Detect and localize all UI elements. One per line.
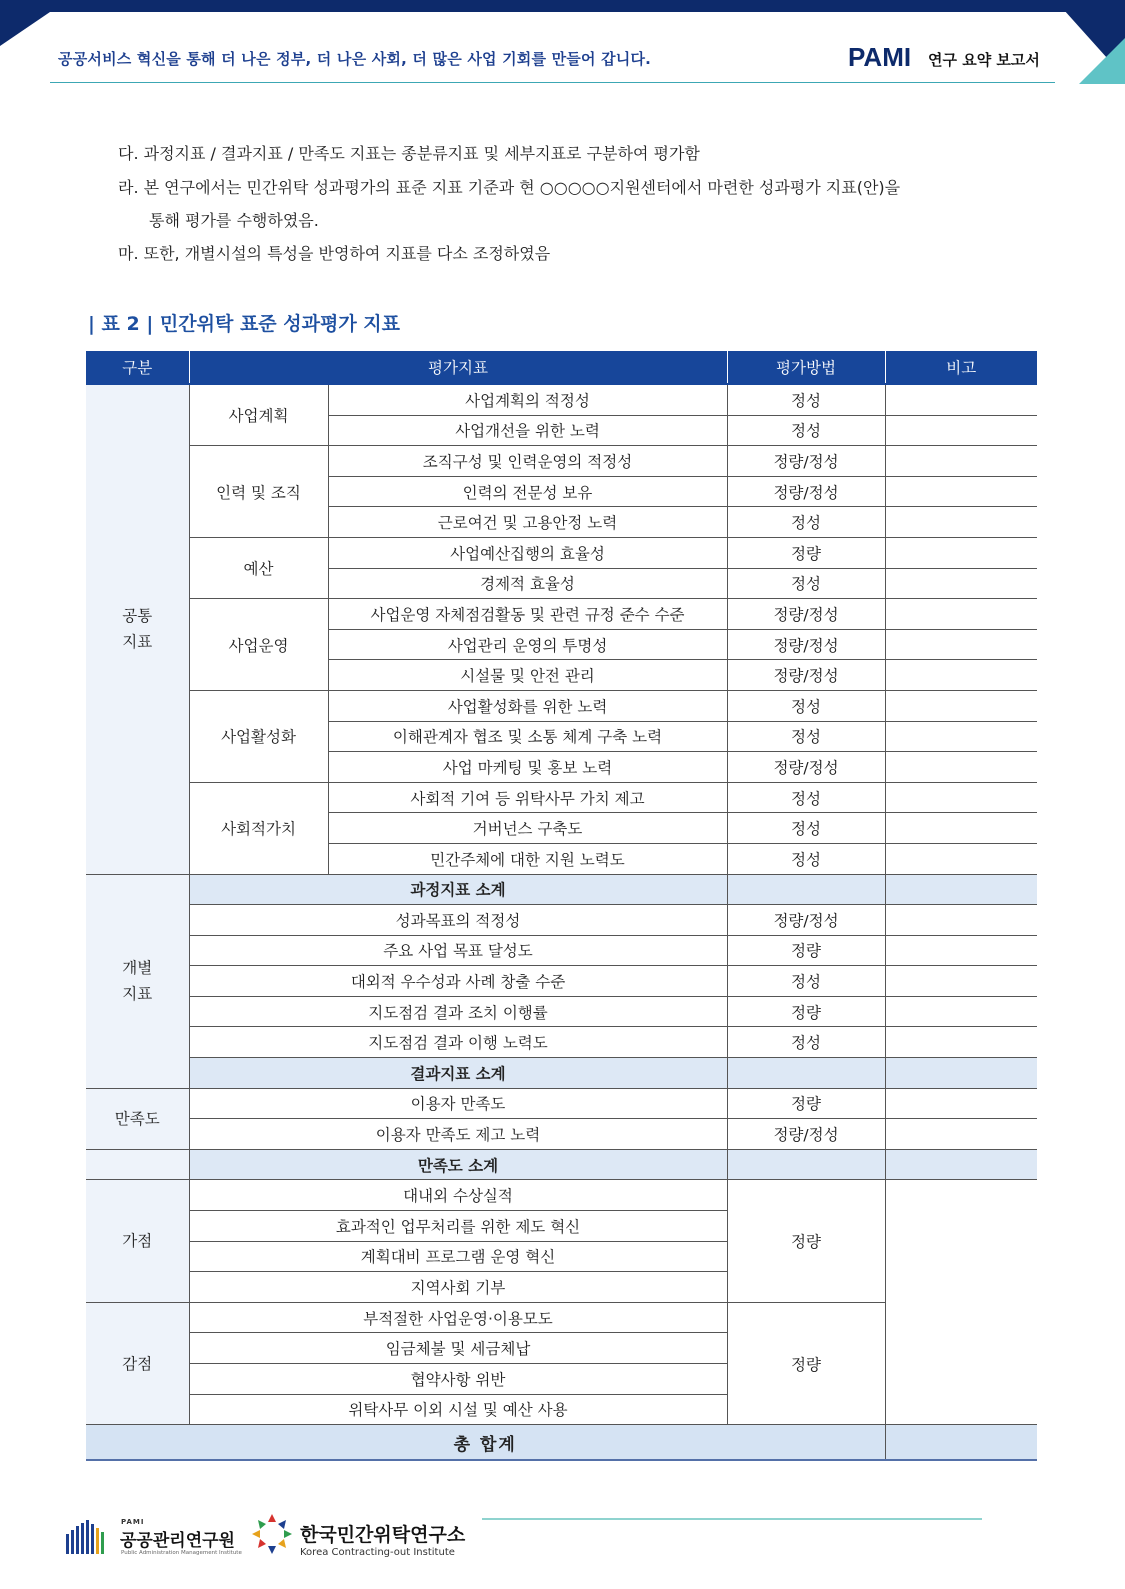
indicator-cell: 근로여건 및 고용안정 노력 <box>328 507 727 538</box>
subtotal-method-cell <box>727 1149 885 1180</box>
note-cell <box>885 966 1037 997</box>
indicator-cell: 지도점검 결과 이행 노력도 <box>189 1027 727 1058</box>
category-satisfaction-blank <box>86 1149 189 1180</box>
grand-total-note <box>885 1425 1037 1461</box>
subtotal-note-cell <box>885 874 1037 905</box>
table-row <box>86 1180 1037 1211</box>
paragraph-da: 다. 과정지표 / 결과지표 / 만족도 지표는 종분류지표 및 세부지표로 구분하여 평가함 <box>118 144 700 163</box>
footer-divider <box>482 1518 982 1520</box>
method-cell: 정량 <box>727 996 885 1027</box>
kci-logo-icon <box>250 1512 294 1556</box>
subtotal-method-cell <box>727 1058 885 1089</box>
table-row <box>86 1425 1037 1461</box>
indicator-cell: 이용자 만족도 <box>189 1088 727 1119</box>
method-cell: 정성 <box>727 813 885 844</box>
note-cell <box>885 905 1037 936</box>
pami-logo-icon <box>66 1520 106 1554</box>
subgroup-cell: 예산 <box>189 537 328 598</box>
standard-indicator-table <box>86 351 1037 1461</box>
method-cell: 정량/정성 <box>727 599 885 630</box>
note-cell <box>885 1180 1037 1425</box>
note-cell <box>885 843 1037 874</box>
indicator-cell: 협약사항 위반 <box>189 1364 727 1395</box>
method-cell: 정량/정성 <box>727 752 885 783</box>
indicator-cell: 사업예산집행의 효율성 <box>328 537 727 568</box>
note-cell <box>885 476 1037 507</box>
subgroup-cell: 사회적가치 <box>189 782 328 874</box>
method-cell: 정량/정성 <box>727 446 885 477</box>
note-cell <box>885 415 1037 446</box>
method-cell: 정량 <box>727 1302 885 1424</box>
method-cell: 정성 <box>727 507 885 538</box>
indicator-cell: 사업계획의 적정성 <box>328 384 727 415</box>
method-cell: 정량 <box>727 1088 885 1119</box>
subgroup-cell: 사업활성화 <box>189 690 328 782</box>
table-row <box>86 690 1037 721</box>
col-header-method: 평가방법 <box>727 351 885 384</box>
indicator-cell: 계획대비 프로그램 운영 혁신 <box>189 1241 727 1272</box>
note-cell <box>885 568 1037 599</box>
indicator-cell: 이해관계자 협조 및 소통 체계 구축 노력 <box>328 721 727 752</box>
method-cell: 정성 <box>727 966 885 997</box>
subgroup-cell: 사업운영 <box>189 599 328 691</box>
table-row <box>86 1119 1037 1150</box>
method-cell: 정성 <box>727 1027 885 1058</box>
category-label: 개별 지표 <box>122 959 153 1004</box>
indicator-cell: 사업개선을 위한 노력 <box>328 415 727 446</box>
top-bar <box>0 0 1125 12</box>
subtotal-method-cell <box>727 874 885 905</box>
indicator-cell: 거버넌스 구축도 <box>328 813 727 844</box>
category-satisfaction: 만족도 <box>86 1088 189 1149</box>
indicator-cell: 사업관리 운영의 투명성 <box>328 629 727 660</box>
table-row <box>86 905 1037 936</box>
method-cell: 정성 <box>727 568 885 599</box>
note-cell <box>885 782 1037 813</box>
table-title: | 표 2 | 민간위탁 표준 성과평가 지표 <box>88 313 401 335</box>
indicator-cell: 임금체불 및 세금체납 <box>189 1333 727 1364</box>
indicator-cell: 주요 사업 목표 달성도 <box>189 935 727 966</box>
paragraph-ra: 라. 본 연구에서는 민간위탁 성과평가의 표준 지표 기준과 현 ○○○○○지원센터에서 마련한 성과평가 지표(안)을 <box>118 178 901 197</box>
logo2-name: 한국민간위탁연구소 <box>300 1524 466 1546</box>
note-cell <box>885 507 1037 538</box>
note-cell <box>885 446 1037 477</box>
process-subtotal: 과정지표 소계 <box>189 874 727 905</box>
table-row <box>86 1149 1037 1180</box>
method-cell: 정량 <box>727 935 885 966</box>
table-row <box>86 537 1037 568</box>
top-left-accent <box>0 12 50 46</box>
indicator-cell: 사업활성화를 위한 노력 <box>328 690 727 721</box>
logo1-small-label: PAMI <box>121 1518 145 1526</box>
indicator-cell: 효과적인 업무처리를 위한 제도 혁신 <box>189 1211 727 1242</box>
indicator-cell: 경제적 효율성 <box>328 568 727 599</box>
indicator-cell: 부적절한 사업운영·이용모도 <box>189 1302 727 1333</box>
paragraph-ma: 마. 또한, 개별시설의 특성을 반영하여 지표를 다소 조정하였음 <box>118 244 551 263</box>
note-cell <box>885 721 1037 752</box>
header-divider <box>50 82 1055 83</box>
note-cell <box>885 935 1037 966</box>
subtotal-note-cell <box>885 1149 1037 1180</box>
method-cell: 정량/정성 <box>727 660 885 691</box>
table-row <box>86 1027 1037 1058</box>
method-cell: 정성 <box>727 843 885 874</box>
indicator-cell: 조직구성 및 인력운영의 적정성 <box>328 446 727 477</box>
note-cell <box>885 752 1037 783</box>
note-cell <box>885 537 1037 568</box>
category-individual <box>86 874 189 1088</box>
note-cell <box>885 384 1037 415</box>
category-common <box>86 384 189 874</box>
indicator-cell: 대외적 우수성과 사례 창출 수준 <box>189 966 727 997</box>
note-cell <box>885 629 1037 660</box>
note-cell <box>885 1119 1037 1150</box>
result-subtotal: 결과지표 소계 <box>189 1058 727 1089</box>
table-row <box>86 966 1037 997</box>
category-bonus: 가점 <box>86 1180 189 1302</box>
subtotal-note-cell <box>885 1058 1037 1089</box>
indicator-cell: 지역사회 기부 <box>189 1272 727 1303</box>
col-header-category: 구분 <box>86 351 189 384</box>
header-brand: PAMI <box>848 42 912 72</box>
indicator-cell: 인력의 전문성 보유 <box>328 476 727 507</box>
col-header-note: 비고 <box>885 351 1037 384</box>
indicator-cell: 시설물 및 안전 관리 <box>328 660 727 691</box>
logo2-english: Korea Contracting-out Institute <box>300 1547 455 1558</box>
method-cell: 정량/정성 <box>727 905 885 936</box>
header-slogan: 공공서비스 혁신을 통해 더 나은 정부, 더 나은 사회, 더 많은 사업 기회를 만들어 갑니다. <box>58 50 652 68</box>
method-cell: 정량 <box>727 537 885 568</box>
note-cell <box>885 599 1037 630</box>
table-row <box>86 996 1037 1027</box>
note-cell <box>885 813 1037 844</box>
method-cell: 정량/정성 <box>727 476 885 507</box>
subgroup-cell: 인력 및 조직 <box>189 446 328 538</box>
method-cell: 정성 <box>727 721 885 752</box>
table-row <box>86 599 1037 630</box>
category-penalty: 감점 <box>86 1302 189 1424</box>
table-row <box>86 446 1037 477</box>
logo1-english: Public Administration Management Institute <box>121 1550 242 1556</box>
indicator-cell: 성과목표의 적정성 <box>189 905 727 936</box>
table-row <box>86 935 1037 966</box>
indicator-cell: 민간주체에 대한 지원 노력도 <box>328 843 727 874</box>
logo1-name: 공공관리연구원 <box>120 1531 235 1551</box>
grand-total: 총 합계 <box>86 1425 885 1461</box>
method-cell: 정성 <box>727 690 885 721</box>
note-cell <box>885 1027 1037 1058</box>
note-cell <box>885 690 1037 721</box>
paragraph-ra-cont: 통해 평가를 수행하였음. <box>149 211 319 230</box>
indicator-cell: 사업 마케팅 및 홍보 노력 <box>328 752 727 783</box>
indicator-cell: 사업운영 자체점검활동 및 관련 규정 준수 수준 <box>328 599 727 630</box>
method-cell: 정량 <box>727 1180 885 1302</box>
category-label: 공통 지표 <box>122 607 153 652</box>
note-cell <box>885 996 1037 1027</box>
method-cell: 정성 <box>727 384 885 415</box>
table-row <box>86 1088 1037 1119</box>
header-report-label: 연구 요약 보고서 <box>928 51 1040 69</box>
indicator-cell: 대내외 수상실적 <box>189 1180 727 1211</box>
satisfaction-subtotal: 만족도 소계 <box>189 1149 727 1180</box>
top-right-teal-accent <box>1079 38 1125 84</box>
note-cell <box>885 1088 1037 1119</box>
indicator-cell: 위탁사무 이외 시설 및 예산 사용 <box>189 1394 727 1425</box>
method-cell: 정량/정성 <box>727 629 885 660</box>
indicator-cell: 지도점검 결과 조치 이행률 <box>189 996 727 1027</box>
method-cell: 정성 <box>727 415 885 446</box>
indicator-cell: 이용자 만족도 제고 노력 <box>189 1119 727 1150</box>
note-cell <box>885 660 1037 691</box>
subgroup-cell: 사업계획 <box>189 384 328 446</box>
col-header-indicator: 평가지표 <box>189 351 727 384</box>
method-cell: 정성 <box>727 782 885 813</box>
table-row <box>86 874 1037 905</box>
table-row <box>86 1058 1037 1089</box>
indicator-cell: 사회적 기여 등 위탁사무 가치 제고 <box>328 782 727 813</box>
table-row <box>86 782 1037 813</box>
table-row <box>86 384 1037 415</box>
method-cell: 정량/정성 <box>727 1119 885 1150</box>
